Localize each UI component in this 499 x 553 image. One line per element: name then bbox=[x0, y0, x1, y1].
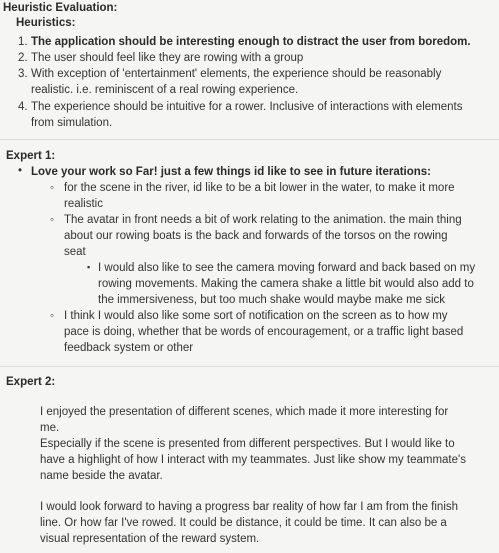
document-title: Heuristic Evaluation: bbox=[3, 2, 118, 14]
expert1-heading: Expert 1: bbox=[6, 150, 56, 162]
heuristic-item-continued: from simulation. bbox=[31, 117, 113, 129]
heuristic-number: 1. bbox=[18, 36, 28, 48]
expert2-paragraph-line: line. Or how far I've rowed. It could be distance, it could be time. It can also be a bbox=[40, 517, 447, 529]
expert2-paragraph-line: I enjoyed the presentation of different scenes, which made it more interesting for bbox=[40, 406, 449, 418]
heuristic-item: With exception of 'entertainment' elements, the experience should be reasonably bbox=[31, 68, 442, 80]
bullet-circle-icon: ◦ bbox=[50, 214, 55, 226]
expert1-point-continued: about our rowing boats is the back and forwards of the torsos on the rowing bbox=[64, 230, 448, 242]
expert2-heading: Expert 2: bbox=[6, 376, 56, 388]
expert2-paragraph-line: I would look forward to having a progress bar reality of how far I am from the finish bbox=[40, 501, 459, 513]
expert1-summary: Love your work so Far! just a few things id like to see in future iterations: bbox=[31, 166, 432, 178]
bullet-circle-icon: ◦ bbox=[50, 310, 55, 322]
bullet-dot-icon: • bbox=[18, 165, 23, 177]
expert1-point-continued: pace is doing, whether that be words of encouragement, or a traffic light based bbox=[64, 326, 464, 338]
section-divider bbox=[0, 366, 499, 367]
expert1-point-continued: feedback system or other bbox=[64, 342, 194, 354]
heuristic-item-continued: realistic. i.e. reminiscent of a real rowing experience. bbox=[31, 84, 299, 96]
expert1-point: I think I would also like some sort of notification on the screen as to how my bbox=[64, 310, 448, 322]
expert1-point: for the scene in the river, id like to be a bit lower in the water, to make it more bbox=[64, 182, 455, 194]
expert1-subpoint-continued: rowing movements. Making the camera shake a little bit would also add to bbox=[98, 278, 474, 290]
heuristics-heading: Heuristics: bbox=[16, 17, 76, 29]
bullet-circle-icon: ◦ bbox=[50, 182, 55, 194]
section-divider bbox=[0, 139, 499, 140]
heuristic-number: 2. bbox=[18, 52, 28, 64]
expert2-paragraph-line: name beside the avatar. bbox=[40, 470, 163, 482]
expert2-paragraph-line: visual representation of the reward system. bbox=[40, 533, 260, 545]
heuristic-item: The experience should be intuitive for a rower. Inclusive of interactions with elements bbox=[31, 101, 463, 113]
expert2-paragraph-line: me. bbox=[40, 422, 60, 434]
heuristic-number: 4. bbox=[18, 101, 28, 113]
bullet-square-icon: ▪ bbox=[87, 262, 91, 272]
expert1-point-continued: seat bbox=[64, 246, 86, 258]
expert1-subpoint-continued: the immersiveness, but too much shake would maybe make me sick bbox=[98, 294, 446, 306]
heuristic-number: 3. bbox=[18, 68, 28, 80]
expert2-paragraph-line: have a highlight of how I interact with my teammates. Just like show my teammate's bbox=[40, 454, 466, 466]
heuristic-item: The application should be interesting enough to distract the user from boredom. bbox=[31, 36, 471, 48]
expert1-subpoint: I would also like to see the camera moving forward and back based on my bbox=[98, 262, 476, 274]
expert1-point-continued: realistic bbox=[64, 198, 103, 210]
heuristic-item: The user should feel like they are rowing with a group bbox=[31, 52, 304, 64]
expert1-point: The avatar in front needs a bit of work relating to the animation. the main thing bbox=[64, 214, 462, 226]
expert2-paragraph-line: Especially if the scene is presented from different perspectives. But I would like to bbox=[40, 438, 455, 450]
